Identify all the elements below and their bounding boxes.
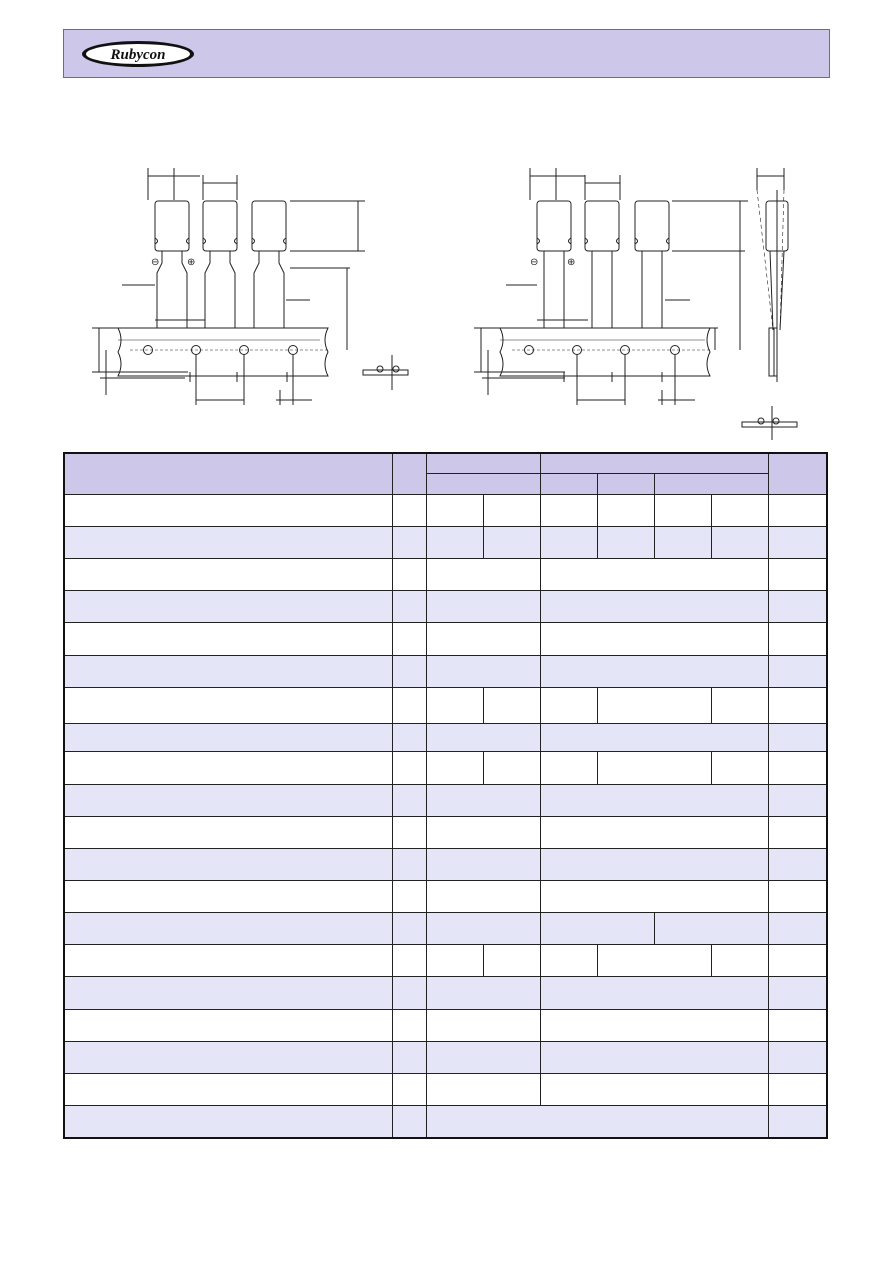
table-cell <box>769 495 828 527</box>
table-cell <box>484 687 541 723</box>
table-cell <box>65 495 393 527</box>
svg-text:⊕: ⊕ <box>187 257 196 268</box>
table-row <box>65 1105 828 1137</box>
table-cell <box>393 945 427 977</box>
table-cell <box>712 687 769 723</box>
table-cell <box>541 945 598 977</box>
table-cell <box>541 591 769 623</box>
table-cell <box>769 849 828 881</box>
table-cell <box>598 495 655 527</box>
table-cell <box>393 881 427 913</box>
svg-text:⊕: ⊕ <box>567 257 576 268</box>
svg-text:⊖: ⊖ <box>530 257 539 268</box>
table-cell <box>427 723 541 751</box>
table-cell <box>541 913 655 945</box>
table-cell <box>427 784 541 816</box>
table-row <box>65 623 828 655</box>
left-panel-drawing <box>92 168 408 405</box>
table-cell <box>393 591 427 623</box>
table-cell <box>769 881 828 913</box>
table-cell <box>541 559 769 591</box>
header-cell-symbol <box>393 454 427 495</box>
table-cell <box>712 945 769 977</box>
table-cell <box>393 977 427 1009</box>
table-cell <box>427 1105 769 1137</box>
table-cell <box>427 1009 541 1041</box>
table-cell <box>484 751 541 784</box>
table-cell <box>712 751 769 784</box>
table-cell <box>541 687 598 723</box>
table-cell <box>598 527 655 559</box>
table-cell <box>541 495 598 527</box>
table-cell <box>393 495 427 527</box>
table-cell <box>65 913 393 945</box>
table-cell <box>65 817 393 849</box>
table-cell <box>427 977 541 1009</box>
table-row <box>65 723 828 751</box>
table-cell <box>427 881 541 913</box>
header-cell-remarks <box>769 454 828 495</box>
table-row <box>65 784 828 816</box>
table-cell <box>541 849 769 881</box>
table-cell <box>712 495 769 527</box>
table-cell <box>393 849 427 881</box>
table-cell <box>393 751 427 784</box>
taping-drawings-svg <box>0 150 893 440</box>
table-cell <box>65 527 393 559</box>
table-cell <box>65 655 393 687</box>
table-cell <box>769 591 828 623</box>
table-cell <box>769 559 828 591</box>
table-cell <box>655 527 712 559</box>
table-row <box>65 881 828 913</box>
table-cell <box>427 913 541 945</box>
table-cell <box>393 1041 427 1073</box>
table-cell <box>393 817 427 849</box>
table-cell <box>769 723 828 751</box>
table-row <box>65 1073 828 1105</box>
table-cell <box>769 977 828 1009</box>
table-cell <box>427 559 541 591</box>
header-cell-group-a <box>427 454 541 474</box>
table-cell <box>769 817 828 849</box>
table-cell <box>393 527 427 559</box>
table-cell <box>769 1041 828 1073</box>
table-cell <box>484 945 541 977</box>
table-cell <box>427 687 484 723</box>
header-band <box>63 29 830 78</box>
table-cell <box>393 655 427 687</box>
table-cell <box>598 687 712 723</box>
table-cell <box>65 881 393 913</box>
table-cell <box>541 655 769 687</box>
table-cell <box>65 849 393 881</box>
table-cell <box>427 1041 541 1073</box>
table-row <box>65 945 828 977</box>
table-cell <box>769 623 828 655</box>
table-row <box>65 687 828 723</box>
table-cell <box>769 1073 828 1105</box>
table-cell <box>598 751 712 784</box>
table-cell <box>712 527 769 559</box>
table-cell <box>541 1009 769 1041</box>
table-cell <box>541 977 769 1009</box>
table-cell <box>427 591 541 623</box>
table-cell <box>769 1105 828 1137</box>
table-cell <box>427 751 484 784</box>
table-row <box>65 655 828 687</box>
table-cell <box>65 559 393 591</box>
table-row <box>65 977 828 1009</box>
right-panel-drawing <box>474 168 797 440</box>
table-cell <box>427 495 484 527</box>
table-cell <box>427 1073 541 1105</box>
subheader-cell <box>655 474 769 495</box>
table-row <box>65 913 828 945</box>
spec-table <box>64 453 828 1138</box>
table-cell <box>65 784 393 816</box>
table-cell <box>393 1105 427 1137</box>
table-cell <box>427 817 541 849</box>
table-cell <box>769 751 828 784</box>
table-row <box>65 751 828 784</box>
table-header-row <box>65 454 828 474</box>
table-cell <box>393 723 427 751</box>
table-row <box>65 495 828 527</box>
table-cell <box>769 945 828 977</box>
table-cell <box>541 881 769 913</box>
table-cell <box>65 1073 393 1105</box>
table-cell <box>769 687 828 723</box>
header-cell-item <box>65 454 393 495</box>
table-cell <box>655 913 769 945</box>
table-cell <box>769 913 828 945</box>
table-cell <box>393 1073 427 1105</box>
table-cell <box>769 655 828 687</box>
header-cell-group-b <box>541 454 769 474</box>
table-cell <box>484 495 541 527</box>
table-cell <box>541 784 769 816</box>
table-cell <box>393 623 427 655</box>
taping-drawings <box>0 150 893 440</box>
table-cell <box>65 1105 393 1137</box>
table-row <box>65 1009 828 1041</box>
subheader-cell <box>541 474 598 495</box>
table-cell <box>65 945 393 977</box>
table-cell <box>427 945 484 977</box>
table-cell <box>541 623 769 655</box>
rubycon-logo <box>81 40 195 68</box>
table-cell <box>427 527 484 559</box>
table-cell <box>541 723 769 751</box>
table-cell <box>427 655 541 687</box>
table-cell <box>655 495 712 527</box>
table-cell <box>541 1041 769 1073</box>
table-cell <box>484 527 541 559</box>
table-cell <box>598 945 712 977</box>
table-cell <box>393 1009 427 1041</box>
table-cell <box>393 913 427 945</box>
table-cell <box>769 527 828 559</box>
table-cell <box>65 1041 393 1073</box>
table-cell <box>65 723 393 751</box>
table-cell <box>427 849 541 881</box>
svg-text:⊖: ⊖ <box>151 257 160 268</box>
table-cell <box>541 817 769 849</box>
subheader-cell <box>427 474 541 495</box>
table-cell <box>541 527 598 559</box>
table-row <box>65 559 828 591</box>
table-row <box>65 1041 828 1073</box>
table-cell <box>393 687 427 723</box>
table-cell <box>65 687 393 723</box>
table-cell <box>65 623 393 655</box>
table-row <box>65 817 828 849</box>
table-cell <box>65 591 393 623</box>
table-cell <box>65 751 393 784</box>
table-cell <box>769 1009 828 1041</box>
table-cell <box>541 1073 769 1105</box>
table-cell <box>65 977 393 1009</box>
table-cell <box>393 784 427 816</box>
table-cell <box>541 751 598 784</box>
table-row <box>65 591 828 623</box>
table-row <box>65 849 828 881</box>
table-row <box>65 527 828 559</box>
table-cell <box>769 784 828 816</box>
subheader-cell <box>598 474 655 495</box>
svg-text:Rubycon: Rubycon <box>110 47 166 63</box>
table-cell <box>65 1009 393 1041</box>
table-cell <box>427 623 541 655</box>
table-cell <box>393 559 427 591</box>
